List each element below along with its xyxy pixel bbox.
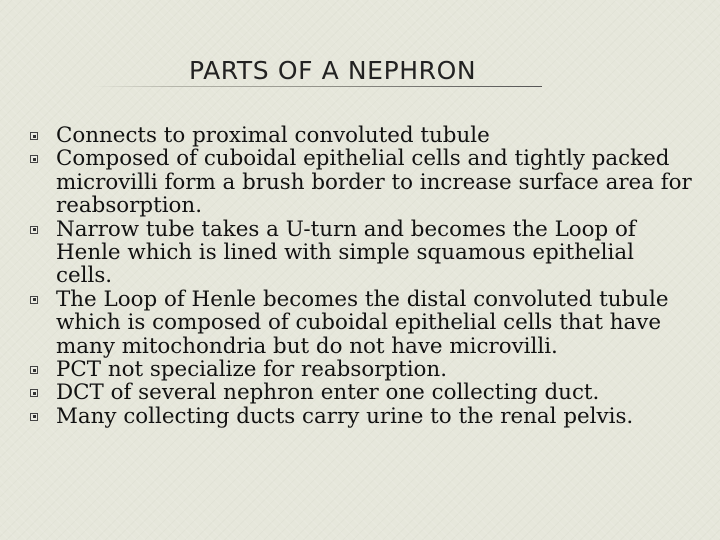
bullet-text: Many collecting ducts carry urine to the renal pelvis.: [56, 403, 634, 429]
bullet-text: PCT not specialize for reabsorption.: [56, 357, 448, 383]
bullet-item: [0, 381, 696, 404]
square-bullet-icon: [30, 296, 38, 304]
bullet-item: [0, 218, 696, 288]
bullet-item: [0, 147, 696, 217]
bullet-text: The Loop of Henle becomes the distal convoluted tubule which is composed of cuboidal epithelial cells that have many mitochondria but do not have microvilli.: [56, 286, 669, 359]
bullet-item: [0, 124, 696, 147]
title-area: [0, 56, 720, 88]
square-bullet-icon: [30, 413, 38, 421]
bullet-list: [0, 124, 720, 428]
bullet-text: Connects to proximal convoluted tubule: [56, 123, 490, 148]
square-bullet-icon: [30, 389, 38, 397]
bullet-item: [0, 288, 696, 358]
bullet-item: [0, 358, 696, 381]
title-underline: [92, 86, 542, 87]
bullet-text: Composed of cuboidal epithelial cells and tightly packed microvilli form a brush border to increase surface area for reabsorption.: [56, 146, 692, 219]
bullet-item: [0, 405, 696, 428]
bullet-text: Narrow tube takes a U-turn and becomes the Loop of Henle which is lined with simple squamous epithelial cells.: [56, 216, 636, 289]
square-bullet-icon: [30, 366, 38, 374]
square-bullet-icon: [30, 226, 38, 234]
square-bullet-icon: [30, 132, 38, 140]
square-bullet-icon: [30, 155, 38, 163]
bullet-text: DCT of several nephron enter one collecting duct.: [56, 380, 600, 406]
slide-title: PARTS OF A NEPHRON: [189, 56, 477, 85]
